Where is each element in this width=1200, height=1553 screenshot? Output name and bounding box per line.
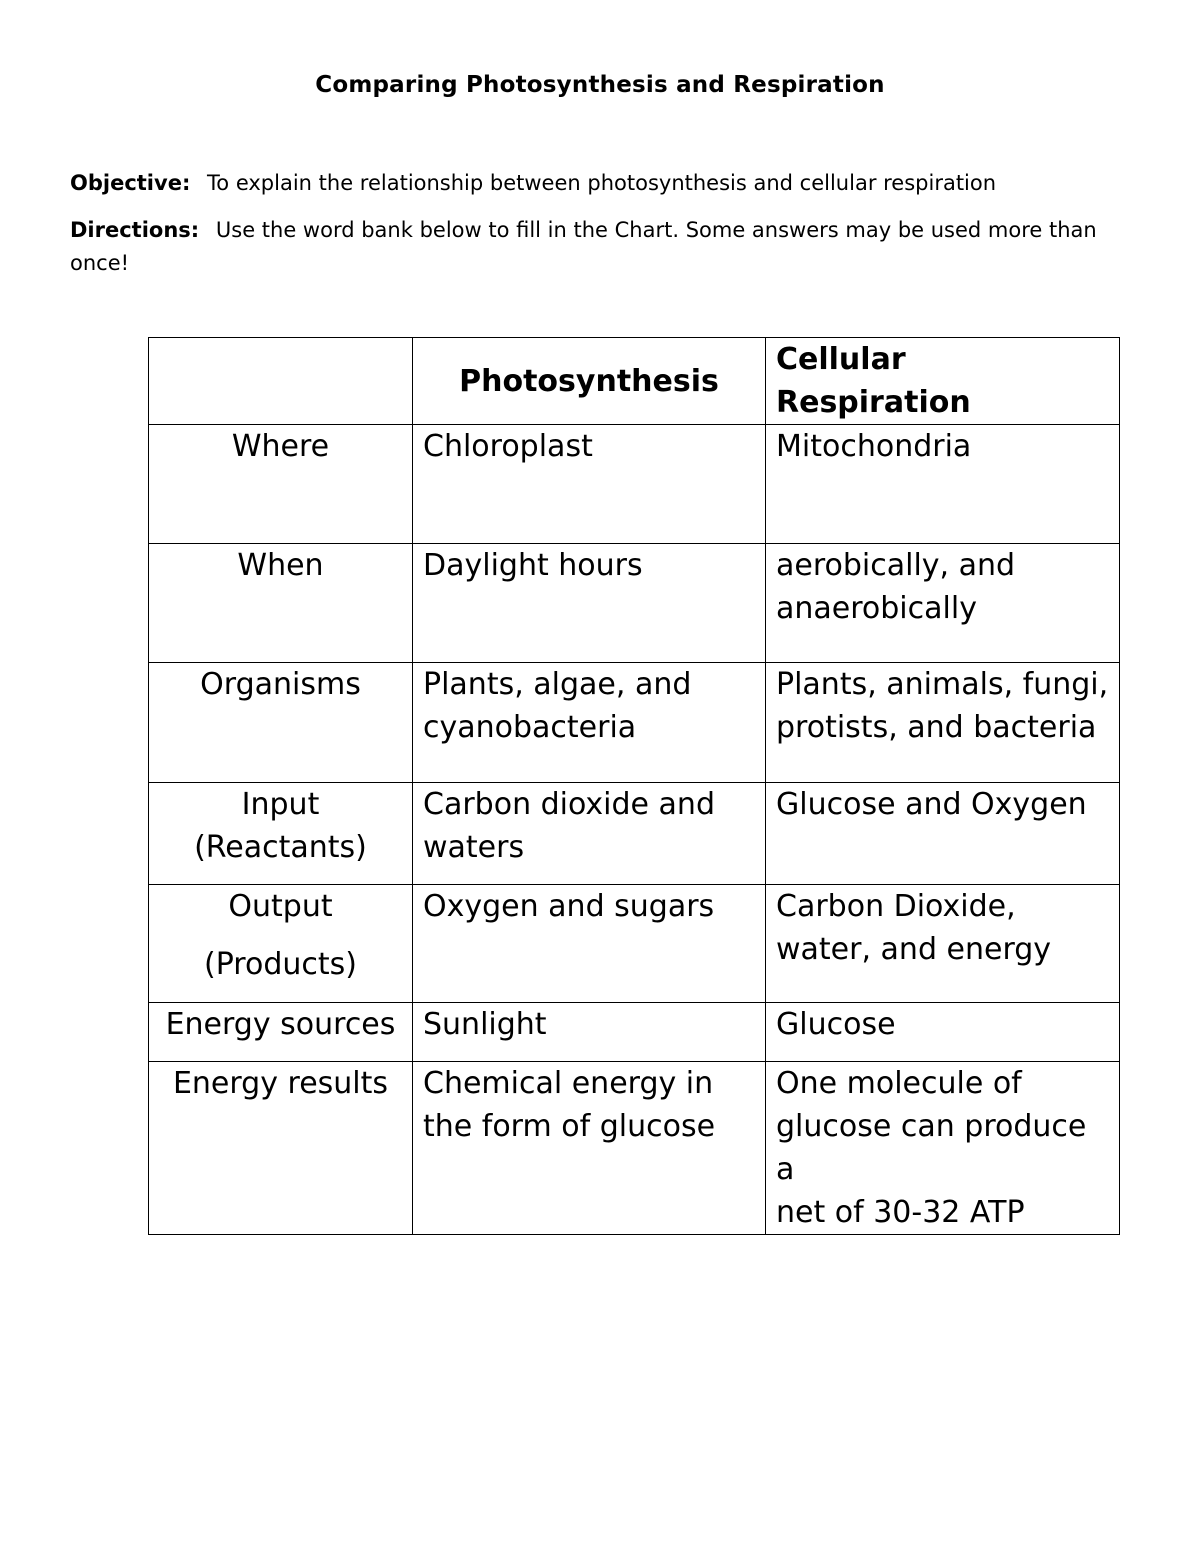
photosynthesis-cell: [413, 663, 766, 783]
photosynthesis-cell: [413, 783, 766, 885]
cell-text: aerobically, and: [776, 548, 1016, 583]
photosynthesis-cell: [413, 885, 766, 1003]
directions-label: Directions:: [70, 218, 200, 242]
table-row: [149, 1003, 1120, 1062]
cell-text: anaerobically: [776, 591, 977, 626]
table-row: [149, 1062, 1120, 1235]
photosynthesis-cell: [413, 425, 766, 544]
respiration-cell: [766, 885, 1120, 1003]
cell-text: Plants, animals, fungi,: [776, 667, 1109, 702]
cell-text: Sunlight: [423, 1007, 547, 1042]
objective-paragraph: [70, 167, 1110, 200]
row-label: Energy sources: [165, 1007, 396, 1042]
cell-text: protists, and bacteria: [776, 710, 1097, 745]
cell-text: Glucose: [776, 1007, 896, 1042]
respiration-cell: [766, 544, 1120, 663]
cell-text: the form of glucose: [423, 1109, 716, 1144]
cell-text: net of 30-32 ATP: [776, 1195, 1025, 1230]
row-label-cell: [149, 425, 413, 544]
header-empty-cell: [149, 338, 413, 425]
row-label: (Products): [204, 947, 357, 982]
photosynthesis-cell: [413, 1062, 766, 1235]
directions-paragraph: [70, 214, 1110, 280]
respiration-cell: [766, 425, 1120, 544]
cell-text: Oxygen and sugars: [423, 889, 715, 924]
cell-text: Carbon Dioxide,: [776, 889, 1016, 924]
cell-text: waters: [423, 830, 525, 865]
cell-text: Chloroplast: [423, 429, 593, 464]
photosynthesis-cell: [413, 1003, 766, 1062]
row-label-cell: [149, 663, 413, 783]
row-label-cell: [149, 544, 413, 663]
cell-text: water, and energy: [776, 932, 1052, 967]
respiration-cell: [766, 783, 1120, 885]
row-label: When: [237, 548, 324, 583]
cell-text: cyanobacteria: [423, 710, 637, 745]
objective-text: To explain the relationship between photosynthesis and cellular respiration: [207, 171, 997, 195]
table-row: [149, 783, 1120, 885]
respiration-cell: [766, 1003, 1120, 1062]
directions-text: Use the word bank below to fill in the Chart. Some answers may be used more than once!: [70, 218, 1097, 275]
row-label: Organisms: [200, 667, 361, 702]
table-row: [149, 663, 1120, 783]
objective-label: Objective:: [70, 171, 191, 195]
cell-text: Glucose and Oxygen: [776, 787, 1087, 822]
page-title: Comparing Photosynthesis and Respiration: [315, 72, 885, 98]
row-label-cell: [149, 1062, 413, 1235]
row-label-cell: [149, 783, 413, 885]
header-photosynthesis: Photosynthesis: [413, 338, 766, 425]
cell-text: Mitochondria: [776, 429, 972, 464]
cell-text: Daylight hours: [423, 548, 643, 583]
respiration-cell: [766, 1062, 1120, 1235]
respiration-cell: [766, 663, 1120, 783]
table-row: [149, 885, 1120, 1003]
header-cellular-respiration: Cellular Respiration: [766, 338, 1120, 425]
cell-text: Chemical energy in: [423, 1066, 714, 1101]
row-label: Where: [231, 429, 330, 464]
photosynthesis-cell: [413, 544, 766, 663]
row-label: Input: [241, 787, 320, 822]
row-label: (Reactants): [194, 830, 367, 865]
table-row: [149, 544, 1120, 663]
table-header-row: [149, 338, 1120, 425]
row-label: Energy results: [172, 1066, 389, 1101]
table-row: [149, 425, 1120, 544]
cell-text: glucose can produce a: [776, 1109, 1087, 1187]
cell-text: One molecule of: [776, 1066, 1022, 1101]
row-label-cell: [149, 885, 413, 1003]
cell-text: Plants, algae, and: [423, 667, 692, 702]
row-label: Output: [228, 889, 333, 924]
cell-text: Carbon dioxide and: [423, 787, 715, 822]
comparison-table: [148, 337, 1120, 1235]
row-label-cell: [149, 1003, 413, 1062]
